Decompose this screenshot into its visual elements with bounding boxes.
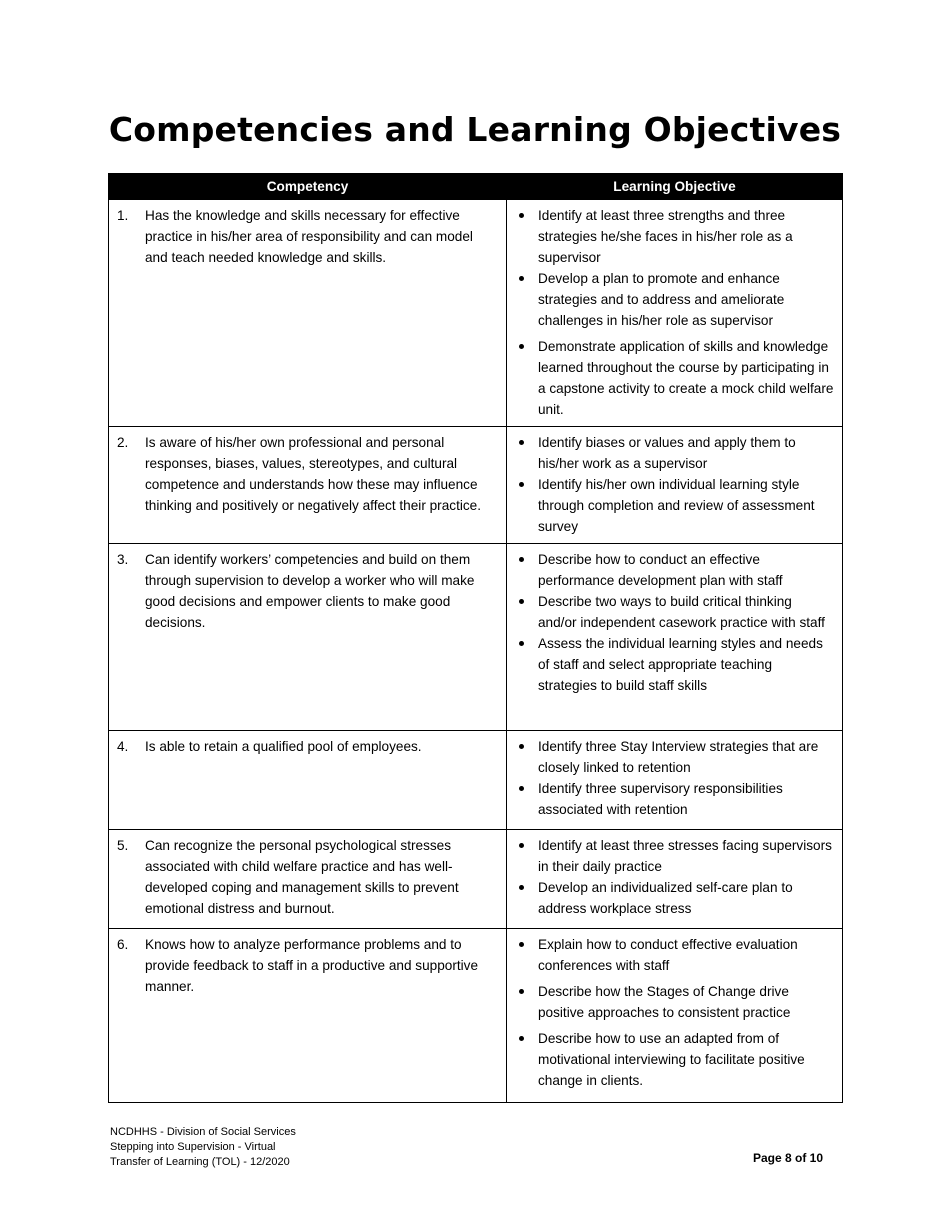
objective-item: Explain how to conduct effective evaluation conferences with staff bbox=[515, 934, 834, 976]
table-row bbox=[109, 731, 843, 830]
row-number: 3. bbox=[117, 552, 129, 567]
objective-cell bbox=[507, 200, 843, 427]
footer-document: Transfer of Learning (TOL) - 12/2020 bbox=[110, 1156, 290, 1168]
objective-item: Describe how the Stages of Change drive positive approaches to consistent practice bbox=[515, 981, 834, 1023]
objective-cell bbox=[507, 731, 843, 830]
row-number: 2. bbox=[117, 435, 129, 450]
table-header-row bbox=[109, 174, 843, 200]
page-title: Competencies and Learning Objectives bbox=[108, 110, 842, 149]
objective-item: Develop a plan to promote and enhance strategies and to address and ameliorate challenges in his/her role as supervisor bbox=[515, 268, 834, 331]
row-number: 1. bbox=[117, 208, 129, 223]
competencies-table bbox=[108, 173, 843, 1103]
objective-item: Identify three supervisory responsibilities associated with retention bbox=[515, 778, 834, 820]
objective-item: Describe how to conduct an effective performance development plan with staff bbox=[515, 549, 834, 591]
competency-cell bbox=[109, 427, 507, 544]
competency-text: Is aware of his/her own professional and personal responses, biases, values, stereotypes, and cultural competence and understands how these may influence thinking and positively or negatively affect their practice. bbox=[145, 435, 482, 513]
header-learning-objective: Learning Objective bbox=[507, 174, 843, 200]
table-row bbox=[109, 200, 843, 427]
competency-text: Has the knowledge and skills necessary for effective practice in his/her area of responsibility and can model and teach needed knowledge and skills. bbox=[145, 208, 473, 265]
competency-text: Is able to retain a qualified pool of employees. bbox=[145, 739, 422, 754]
competency-text: Can identify workers’ competencies and build on them through supervision to develop a worker who will make good decisions and empower clients to make good decisions. bbox=[145, 552, 475, 630]
competency-cell bbox=[109, 200, 507, 427]
table-row bbox=[109, 929, 843, 1103]
header-competency: Competency bbox=[109, 174, 507, 200]
competency-text: Can recognize the personal psychological stresses associated with child welfare practice and has well-developed coping and management skills to prevent emotional distress and burnout. bbox=[145, 838, 459, 916]
table-row bbox=[109, 427, 843, 544]
objective-cell bbox=[507, 427, 843, 544]
row-number: 6. bbox=[117, 937, 129, 952]
competency-cell bbox=[109, 830, 507, 929]
row-number: 5. bbox=[117, 838, 129, 853]
objective-cell bbox=[507, 929, 843, 1103]
objective-item: Identify at least three strengths and three strategies he/she faces in his/her role as a supervisor bbox=[515, 205, 834, 268]
table-row bbox=[109, 544, 843, 731]
objective-item: Identify his/her own individual learning style through completion and review of assessment survey bbox=[515, 474, 834, 537]
objective-item: Demonstrate application of skills and knowledge learned throughout the course by participating in a capstone activity to create a mock child welfare unit. bbox=[515, 336, 834, 420]
competency-text: Knows how to analyze performance problems and to provide feedback to staff in a productive and supportive manner. bbox=[145, 937, 479, 994]
footer-course: Stepping into Supervision - Virtual bbox=[110, 1141, 276, 1153]
competency-cell bbox=[109, 544, 507, 731]
objective-item: Develop an individualized self-care plan to address workplace stress bbox=[515, 877, 834, 919]
objective-item: Identify biases or values and apply them to his/her work as a supervisor bbox=[515, 432, 834, 474]
row-number: 4. bbox=[117, 739, 129, 754]
competency-cell bbox=[109, 929, 507, 1103]
objective-cell bbox=[507, 544, 843, 731]
objective-item: Identify at least three stresses facing supervisors in their daily practice bbox=[515, 835, 834, 877]
footer-organization: NCDHHS - Division of Social Services bbox=[110, 1126, 296, 1138]
footer bbox=[110, 1125, 296, 1170]
objective-item: Describe two ways to build critical thinking and/or independent casework practice with staff bbox=[515, 591, 834, 633]
objective-cell bbox=[507, 830, 843, 929]
competency-cell bbox=[109, 731, 507, 830]
objective-item: Describe how to use an adapted from of motivational interviewing to facilitate positive change in clients. bbox=[515, 1028, 834, 1091]
page-number: Page 8 of 10 bbox=[752, 1151, 823, 1165]
objective-item: Identify three Stay Interview strategies that are closely linked to retention bbox=[515, 736, 834, 778]
objective-item: Assess the individual learning styles and needs of staff and select appropriate teaching strategies to build staff skills bbox=[515, 633, 834, 696]
table-row bbox=[109, 830, 843, 929]
